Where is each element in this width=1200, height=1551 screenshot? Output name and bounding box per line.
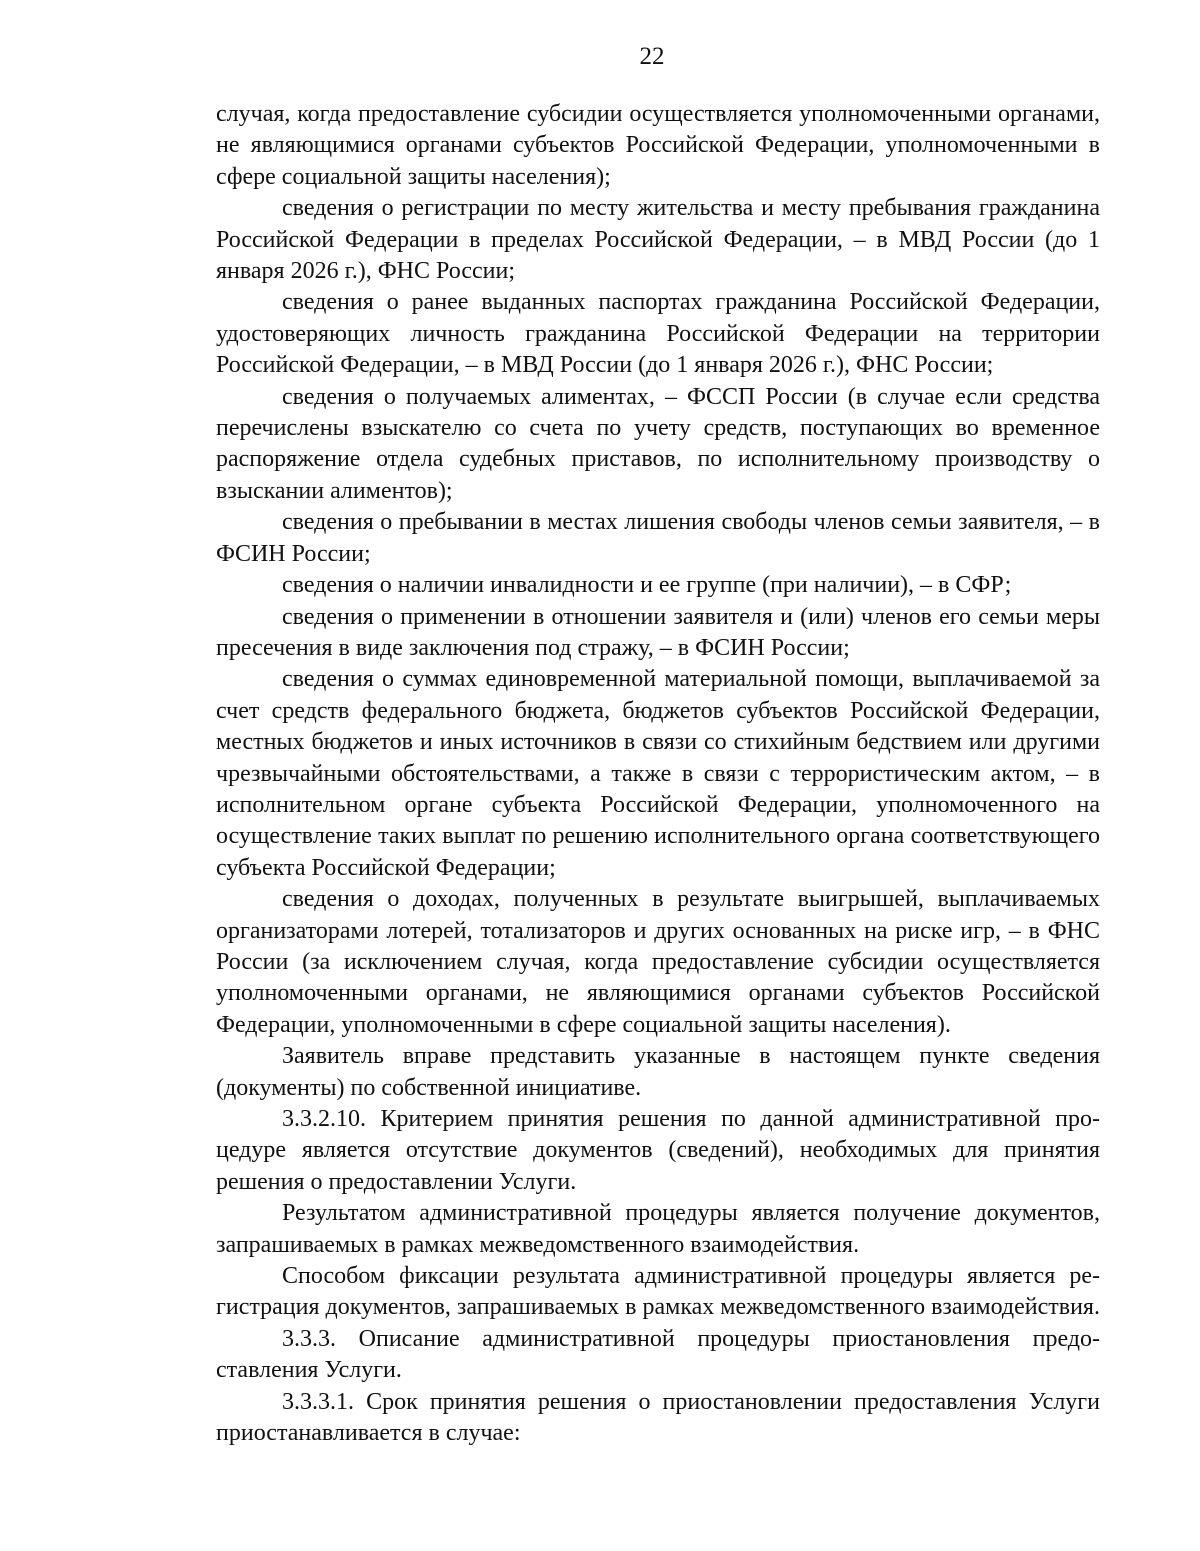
paragraph-criterion: 3.3.2.10. Критерием принятия решения по данной административной процедуре является отсутствие документов (сведений), необходимых для принятия решения о предоставлении Услуги. [216,1106,1100,1195]
page-number: 22 [639,43,665,70]
paragraph-continuation: случая, когда предоставление субсидии осуществляется уполномоченными органами, не являющимися органами субъектов Российской Федерации, уполномоченными в сфере социальной защиты населения); [216,101,1100,190]
paragraph-alimony-info: сведения о получаемых алиментах, – ФССП России (в случае если средства перечислены взыскателю со счета по учету средств, поступающих во временное распоряжение отдела судебных приставов, по исполнительному производству о взыскании алиментов); [216,383,1100,504]
paragraph-suspension-heading: 3.3.3. Описание административной процедуры приостановления предоставления Услуги. [216,1325,1100,1384]
paragraph-registration-info: сведения о регистрации по месту жительства и месту пребывания гражданина Российской Федерации в пределах Российской Федерации, – в МВД России (до 1 января 2026 г.), ФНС России; [216,195,1100,285]
paragraph-material-aid-info: сведения о суммах единовременной материальной помощи, выплачиваемой за счет средств федерального бюджета, бюджетов субъектов Российской Федерации, местных бюджетов и иных источников в связи со стихийным бедствием или другими чрезвычайными обстоятельствами, а также в связи с террористическим актом, – в исполнительном органе субъекта Российской Федерации, уполномоченного на осуществление таких выплат по решению исполнительного органа соответствующего субъекта Российской Федерации; [216,666,1100,881]
paragraph-passports-info: сведения о ранее выданных паспортах гражданина Российской Федерации, удостоверяющих личность гражданина Российской Федерации на территории Российской Федерации, – в МВД России (до 1 января 2026 г.), ФНС России; [216,289,1100,379]
paragraph-winnings-info: сведения о доходах, полученных в результате выигрышей, выплачиваемых организаторами лотерей, тотализаторов и других основанных на риске игр, – в ФНС России (за исключением случая, когда предоставление субсидии осуществляется уполномоченными органами, не являющимися органами субъектов Российской Федерации, уполномоченными в сфере социальной защиты населения). [216,886,1100,1038]
document-body [216,99,1100,1449]
paragraph-imprisonment-info: сведения о пребывании в местах лишения свободы членов семьи заявителя, – в ФСИН России; [216,509,1100,567]
paragraph-disability-info: сведения о наличии инвалидности и ее группе (при наличии), – в СФР; [282,572,1012,599]
paragraph-detention-info: сведения о применении в отношении заявителя и (или) членов его семьи меры пресечения в виде заключения под стражу, – в ФСИН России; [216,603,1100,661]
paragraph-fixation-method: Способом фиксации результата административной процедуры является регистрация документов, запрашиваемых в рамках межведомственного взаимодействия. [216,1263,1100,1321]
paragraph-applicant-right: Заявитель вправе представить указанные в настоящем пункте сведения (документы) по собственной инициативе. [216,1043,1100,1101]
paragraph-suspension-term: 3.3.3.1. Срок принятия решения о приостановлении предоставления Услуги приостанавливается в случае: [216,1388,1100,1447]
paragraph-result: Результатом административной процедуры является получение документов, запрашиваемых в рамках межведомственного взаимодействия. [216,1200,1100,1258]
